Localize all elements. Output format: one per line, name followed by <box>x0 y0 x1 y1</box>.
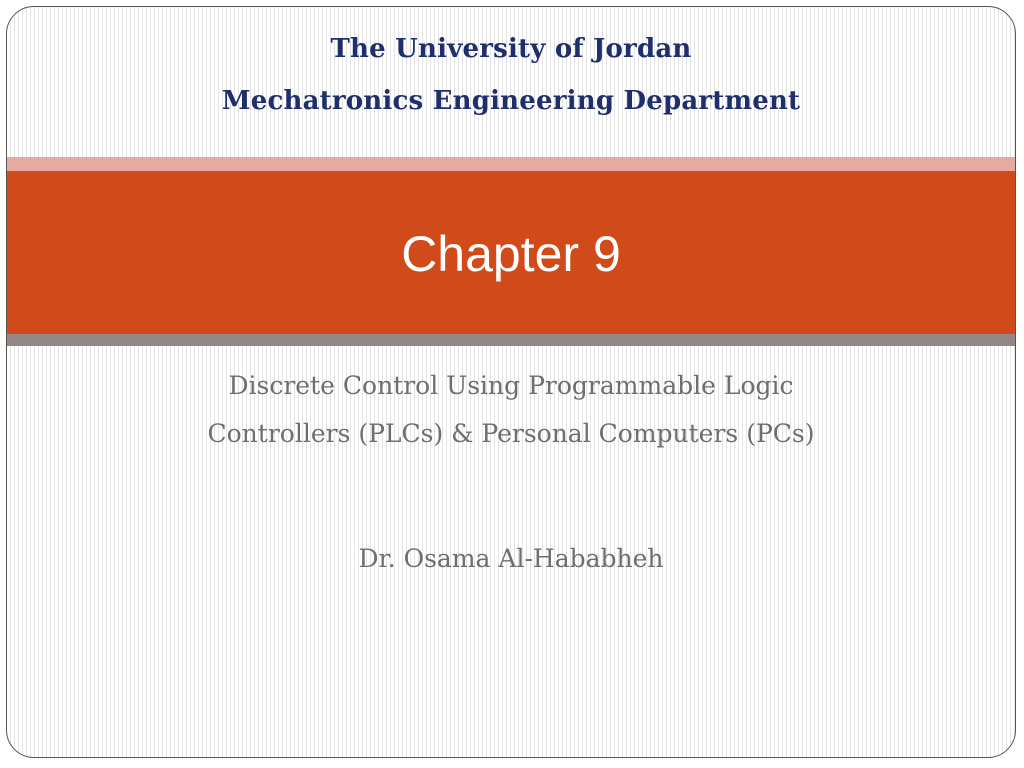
department-name: Mechatronics Engineering Department <box>221 86 801 116</box>
author-name: Dr. Osama Al-Hababheh <box>358 544 664 573</box>
subtitle-line-1: Discrete Control Using Programmable Logic <box>228 371 794 400</box>
subtitle-line-2: Controllers (PLCs) & Personal Computers (PCs) <box>207 419 815 448</box>
title-band <box>7 171 1015 334</box>
accent-band-bottom <box>7 334 1015 346</box>
slide <box>6 6 1016 758</box>
university-name: The University of Jordan <box>330 34 692 64</box>
slide-title: Chapter 9 <box>401 226 621 282</box>
accent-band-top <box>7 157 1015 171</box>
